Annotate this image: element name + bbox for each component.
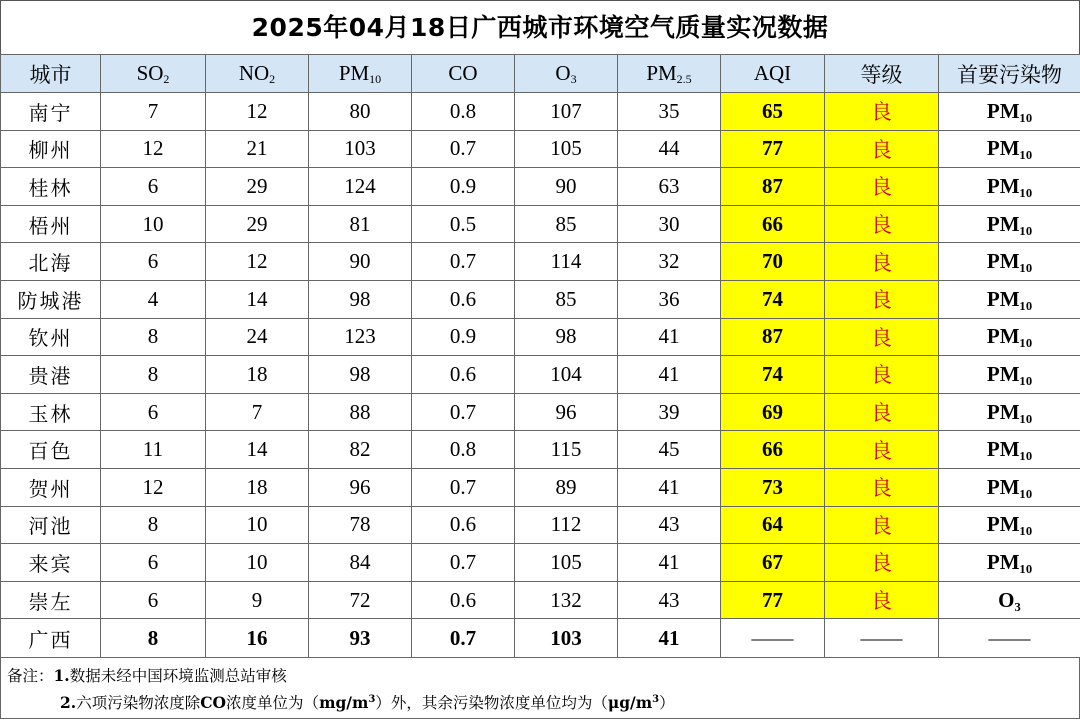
total-cell-aqi: ——	[721, 619, 825, 658]
cell-pm10: 98	[309, 280, 412, 318]
cell-so2: 6	[101, 581, 206, 619]
cell-co: 0.8	[412, 93, 515, 131]
cell-no2: 7	[206, 393, 309, 431]
cell-so2: 4	[101, 280, 206, 318]
cell-pm10: 124	[309, 168, 412, 206]
cell-no2: 21	[206, 130, 309, 168]
cell-city: 桂林	[1, 168, 101, 206]
cell-primary-pollutant: PM₁₀	[939, 280, 1080, 318]
header-pm25: $PM_{2.5}$	[618, 55, 721, 93]
cell-city: 钦州	[1, 318, 101, 356]
cell-primary-pollutant: PM₁₀	[939, 544, 1080, 582]
cell-pm10: 90	[309, 243, 412, 281]
cell-pm10: 84	[309, 544, 412, 582]
total-cell-so2: 8	[101, 619, 206, 658]
cell-city: 贺州	[1, 468, 101, 506]
header-pm10: $PM_{10}$	[309, 55, 412, 93]
table-row	[1, 431, 1080, 469]
total-cell-pm10: 93	[309, 619, 412, 658]
note-line-1: 备注：1.数据未经中国环境监测总站审核	[7, 666, 287, 686]
cell-co: 0.7	[412, 393, 515, 431]
cell-pm25: 41	[618, 356, 721, 394]
cell-o3: 112	[515, 506, 618, 544]
cell-grade: 良	[825, 431, 939, 469]
note-line-2: 2.六项污染物浓度除CO浓度单位为$(mg/m^3)$外，其余污染物浓度单位均为$(\mu g/m^3)$	[60, 693, 675, 713]
cell-aqi: 74	[721, 356, 825, 394]
cell-pm25: 35	[618, 93, 721, 131]
cell-aqi: 66	[721, 431, 825, 469]
header-so2: $SO_2$	[101, 55, 206, 93]
page-title: 2025年04月18日广西城市环境空气质量实况数据	[0, 0, 1080, 54]
total-cell-o3: 103	[515, 619, 618, 658]
cell-o3: 104	[515, 356, 618, 394]
cell-no2: 24	[206, 318, 309, 356]
cell-no2: 14	[206, 431, 309, 469]
cell-aqi: 74	[721, 280, 825, 318]
cell-o3: 85	[515, 280, 618, 318]
total-cell-co: 0.7	[412, 619, 515, 658]
cell-no2: 12	[206, 243, 309, 281]
cell-grade: 良	[825, 356, 939, 394]
cell-pm25: 36	[618, 280, 721, 318]
cell-co: 0.7	[412, 243, 515, 281]
cell-o3: 114	[515, 243, 618, 281]
cell-pm25: 30	[618, 205, 721, 243]
cell-so2: 8	[101, 356, 206, 394]
table-row	[1, 393, 1080, 431]
notes	[0, 658, 1080, 719]
cell-aqi: 77	[721, 130, 825, 168]
cell-city: 来宾	[1, 544, 101, 582]
cell-so2: 12	[101, 130, 206, 168]
table-header-row	[1, 55, 1080, 93]
cell-aqi: 70	[721, 243, 825, 281]
cell-pm25: 44	[618, 130, 721, 168]
cell-primary-pollutant: PM₁₀	[939, 93, 1080, 131]
cell-co: 0.6	[412, 581, 515, 619]
cell-city: 崇左	[1, 581, 101, 619]
cell-primary-pollutant: PM₁₀	[939, 243, 1080, 281]
total-cell-primary-pollutant: ——	[939, 619, 1080, 658]
cell-pm10: 98	[309, 356, 412, 394]
table-row	[1, 318, 1080, 356]
table-body	[1, 93, 1080, 658]
cell-city: 柳州	[1, 130, 101, 168]
cell-co: 0.7	[412, 468, 515, 506]
cell-primary-pollutant: PM₁₀	[939, 356, 1080, 394]
cell-grade: 良	[825, 205, 939, 243]
cell-so2: 11	[101, 431, 206, 469]
header-city: 城市	[1, 55, 101, 93]
air-quality-table	[0, 54, 1080, 658]
cell-primary-pollutant: PM₁₀	[939, 318, 1080, 356]
cell-grade: 良	[825, 280, 939, 318]
cell-city: 北海	[1, 243, 101, 281]
cell-pm10: 103	[309, 130, 412, 168]
cell-grade: 良	[825, 130, 939, 168]
cell-o3: 105	[515, 544, 618, 582]
cell-grade: 良	[825, 168, 939, 206]
total-cell-grade: ——	[825, 619, 939, 658]
cell-primary-pollutant: PM₁₀	[939, 393, 1080, 431]
cell-city: 河池	[1, 506, 101, 544]
cell-no2: 12	[206, 93, 309, 131]
cell-o3: 105	[515, 130, 618, 168]
cell-aqi: 69	[721, 393, 825, 431]
cell-pm25: 41	[618, 318, 721, 356]
cell-aqi: 65	[721, 93, 825, 131]
cell-no2: 10	[206, 544, 309, 582]
cell-pm10: 81	[309, 205, 412, 243]
cell-city: 贵港	[1, 356, 101, 394]
cell-primary-pollutant: PM₁₀	[939, 168, 1080, 206]
cell-co: 0.8	[412, 431, 515, 469]
cell-o3: 98	[515, 318, 618, 356]
cell-co: 0.9	[412, 168, 515, 206]
cell-so2: 10	[101, 205, 206, 243]
cell-aqi: 64	[721, 506, 825, 544]
table-row	[1, 130, 1080, 168]
total-cell-city: 广西	[1, 619, 101, 658]
cell-pm10: 88	[309, 393, 412, 431]
cell-no2: 9	[206, 581, 309, 619]
cell-co: 0.5	[412, 205, 515, 243]
cell-o3: 115	[515, 431, 618, 469]
table-row	[1, 544, 1080, 582]
cell-no2: 29	[206, 205, 309, 243]
cell-city: 梧州	[1, 205, 101, 243]
cell-pm10: 82	[309, 431, 412, 469]
table-row	[1, 93, 1080, 131]
cell-co: 0.6	[412, 280, 515, 318]
cell-no2: 29	[206, 168, 309, 206]
cell-no2: 18	[206, 468, 309, 506]
table-total-row	[1, 619, 1080, 658]
table-row	[1, 243, 1080, 281]
cell-city: 防城港	[1, 280, 101, 318]
cell-aqi: 66	[721, 205, 825, 243]
cell-pm25: 45	[618, 431, 721, 469]
table-row	[1, 356, 1080, 394]
cell-no2: 18	[206, 356, 309, 394]
cell-pm10: 96	[309, 468, 412, 506]
table-row	[1, 468, 1080, 506]
cell-grade: 良	[825, 581, 939, 619]
cell-o3: 90	[515, 168, 618, 206]
cell-pm25: 43	[618, 506, 721, 544]
cell-pm25: 41	[618, 544, 721, 582]
header-aqi: AQI	[721, 55, 825, 93]
cell-so2: 8	[101, 506, 206, 544]
cell-aqi: 77	[721, 581, 825, 619]
cell-so2: 6	[101, 544, 206, 582]
cell-pm25: 63	[618, 168, 721, 206]
cell-co: 0.6	[412, 356, 515, 394]
table-row	[1, 205, 1080, 243]
cell-no2: 10	[206, 506, 309, 544]
cell-grade: 良	[825, 544, 939, 582]
cell-so2: 6	[101, 168, 206, 206]
table-row	[1, 280, 1080, 318]
cell-primary-pollutant: PM₁₀	[939, 130, 1080, 168]
cell-aqi: 87	[721, 318, 825, 356]
cell-o3: 85	[515, 205, 618, 243]
cell-so2: 12	[101, 468, 206, 506]
cell-o3: 89	[515, 468, 618, 506]
cell-primary-pollutant: PM₁₀	[939, 468, 1080, 506]
cell-grade: 良	[825, 506, 939, 544]
table-row	[1, 168, 1080, 206]
cell-primary-pollutant: PM₁₀	[939, 205, 1080, 243]
cell-o3: 132	[515, 581, 618, 619]
cell-so2: 8	[101, 318, 206, 356]
header-o3: $O_3$	[515, 55, 618, 93]
cell-so2: 6	[101, 393, 206, 431]
cell-grade: 良	[825, 93, 939, 131]
cell-primary-pollutant: O₃	[939, 581, 1080, 619]
cell-o3: 96	[515, 393, 618, 431]
cell-aqi: 87	[721, 168, 825, 206]
header-grade: 等级	[825, 55, 939, 93]
cell-pm25: 32	[618, 243, 721, 281]
cell-grade: 良	[825, 468, 939, 506]
header-co: CO	[412, 55, 515, 93]
cell-pm10: 80	[309, 93, 412, 131]
cell-grade: 良	[825, 393, 939, 431]
cell-primary-pollutant: PM₁₀	[939, 431, 1080, 469]
cell-grade: 良	[825, 243, 939, 281]
cell-co: 0.7	[412, 130, 515, 168]
cell-city: 玉林	[1, 393, 101, 431]
cell-o3: 107	[515, 93, 618, 131]
cell-pm10: 72	[309, 581, 412, 619]
cell-co: 0.6	[412, 506, 515, 544]
cell-pm10: 123	[309, 318, 412, 356]
cell-city: 百色	[1, 431, 101, 469]
cell-primary-pollutant: PM₁₀	[939, 506, 1080, 544]
cell-pm25: 39	[618, 393, 721, 431]
cell-co: 0.7	[412, 544, 515, 582]
cell-aqi: 73	[721, 468, 825, 506]
table-row	[1, 506, 1080, 544]
header-no2: $NO_2$	[206, 55, 309, 93]
cell-pm25: 43	[618, 581, 721, 619]
cell-pm25: 41	[618, 468, 721, 506]
cell-grade: 良	[825, 318, 939, 356]
table-row	[1, 581, 1080, 619]
total-cell-pm25: 41	[618, 619, 721, 658]
cell-pm10: 78	[309, 506, 412, 544]
cell-so2: 7	[101, 93, 206, 131]
cell-co: 0.9	[412, 318, 515, 356]
cell-city: 南宁	[1, 93, 101, 131]
header-primary-pollutant: 首要污染物	[939, 55, 1080, 93]
cell-so2: 6	[101, 243, 206, 281]
total-cell-no2: 16	[206, 619, 309, 658]
cell-no2: 14	[206, 280, 309, 318]
cell-aqi: 67	[721, 544, 825, 582]
